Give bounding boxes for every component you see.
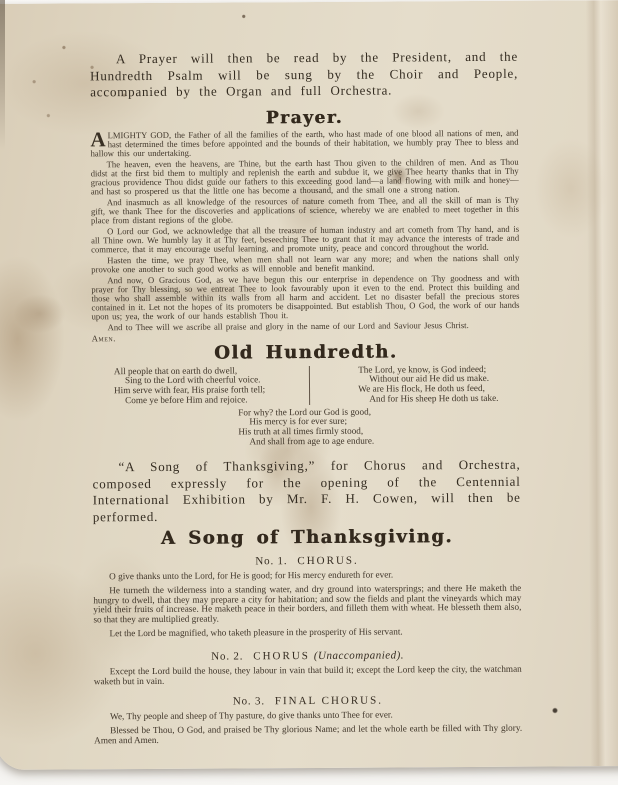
amen-line: Amen. <box>91 332 116 343</box>
hymn-verse-3 <box>238 407 374 447</box>
song-heading: A Song of Thanksgiving. <box>160 526 454 550</box>
chorus-paragraph: Except the Lord build the house, they labour in vain that build it; except the Lord keep the city, the watchman waketh but in vain. <box>93 663 522 686</box>
chorus-3-body <box>94 710 522 746</box>
chorus-paragraph: We, Thy people and sheep of Thy pasture, do give thanks unto Thee for ever. <box>109 709 393 722</box>
chorus-paragraph: Blessed be Thou, O God, and praised be Thy glorious Name; and let the whole earth be filled with Thy glory. Amen and Amen. <box>94 722 523 746</box>
hymn-verses <box>92 364 520 406</box>
chorus-2-name: CHORUS <box>253 649 310 663</box>
verse-line: For why? the Lord our God is good, <box>238 406 372 418</box>
verse-line: All people that on earth do dwell, <box>113 364 238 376</box>
chorus-paragraph: Let the Lord be magnified, who taketh pleasure in the prosperity of His servant. <box>109 626 403 639</box>
chorus-paragraph: He turneth the wilderness into a standing water, and dry ground into watersprings; and there He maketh the hungry to dwell, that they may prepare a city for habitation; and sow the fields and plant the vineyards which may yield their fruits of increase. He maketh peace in their borders, and filleth them with wheat. He blesseth them also, so that they are multiplied greatly. <box>93 582 522 625</box>
hymn-column-right <box>310 364 520 404</box>
chorus-3-title <box>94 694 522 709</box>
chorus-3-name: FINAL CHORUS. <box>274 695 384 708</box>
chorus-1-number: No. 1. <box>255 555 288 568</box>
chorus-2-body <box>94 665 522 687</box>
chorus-2-title <box>94 649 522 664</box>
verse-line: And for His sheep He doth us take. <box>369 392 499 404</box>
hymn-verse-1 <box>114 366 310 406</box>
chorus-2-number: No. 2. <box>211 650 244 663</box>
chorus-1-name: CHORUS. <box>297 554 359 568</box>
prayer-paragraph: And inasmuch as all knowledge of the resources of nature cometh from Thee, and all the skill of man is Thy gift, we thank Thee for the discoveries and applications of science, whereby we are enabled to meet together in this place from distant regions of the globe. <box>90 194 519 225</box>
prayer-paragraph: The heaven, even the heavens, are Thine, but the earth hast Thou given to the children of men. And as Thou didst at the first bid them to multiply and replenish the earth and subdue it, we give Thee hearty thanks that in Thy gracious providence Thou didst guide our fathers to this exceeding good land—a land flowing with milk and honey—and hast so prospered us that the little one has become a thousand, and the small one a strong nation. <box>90 156 519 196</box>
verse-line: The Lord, ye know, is God indeed; <box>358 363 487 375</box>
verse-line: Sing to the Lord with cheerful voice. <box>124 374 261 386</box>
chorus-2-note: (Unaccompanied). <box>313 649 405 662</box>
hymn-column-left <box>92 366 311 407</box>
prayer-opening-paragraph <box>90 128 518 158</box>
verse-line: Without our aid He did us make. <box>369 373 490 384</box>
prayer-text <box>90 128 519 343</box>
prayer-heading: Prayer. <box>265 107 344 128</box>
prayer-paragraph: And to Thee will we ascribe all praise and glory in the name of our Lord and Saviour Jesus Christ. <box>107 319 469 332</box>
chorus-paragraph: O give thanks unto the Lord, for He is good; for His mercy endureth for ever. <box>109 569 394 582</box>
prayer-paragraph: O Lord our God, we acknowledge that all the treasure of human industry and art cometh from Thy hand, and is all Thine own. We humbly lay it at Thy feet, beseeching Thee to grant that it may advance the interests of trade and commerce, that it may encourage useful learning, and promote unity, peace and concord throughout the world. <box>91 223 520 254</box>
chorus-1-body <box>93 570 521 639</box>
verse-line: His truth at all times firmly stood, <box>238 425 364 437</box>
prayer-opening-rest: LMIGHTY GOD, the Father of all the families of the earth, who hast made of one blood all nations of men, and hast determined the times before appointed and the bounds of their habitation, we humbly pray Thee to bless and hallow this our undertaking. <box>90 127 519 158</box>
verse-line: Come ye before Him and rejoice. <box>125 394 248 406</box>
drop-cap: A <box>90 126 106 151</box>
song-announcement: “A Song of Thanksgiving,” for Chorus and Orchestra, composed expressly for the opening of the Centennial International Exhibition by Mr. F. H. Cowen, will then be performed. <box>92 456 521 524</box>
old-hundredth-heading: Old Hundredth. <box>214 340 398 364</box>
verse-line: And shall from age to age endure. <box>249 435 375 447</box>
intro-paragraph: A Prayer will then be read by the President, and the Hundredth Psalm will be sung by the Choir and People, accompanied by the Organ and full Orchestra. <box>90 48 519 100</box>
verse-line: Him serve with fear, His praise forth tell; <box>113 384 266 396</box>
prayer-paragraph: Hasten the time, we pray Thee, when men shall not learn war any more; and when the nations shall only provoke one another to such good works as will ennoble and benefit mankind. <box>91 252 520 274</box>
prayer-paragraph: And now, O Gracious God, as we have begun this our enterprise in dependence on Thy goodness and with prayer for Thy blessing, so we entreat Thee to look favourably upon it even to the end. Protect this building and those who shall assemble within its walls from all harm and accident. Let no disaster befall the precious stores contained in it. Let not the hopes of its promoters be disappointed. But establish Thou, O God, the work of our hands upon us; yea, the work of our hands establish Thou it. <box>91 272 520 321</box>
hymn-verse-2 <box>358 364 520 404</box>
chorus-3-number: No. 3. <box>232 695 265 708</box>
verse-line: We are His flock, He doth us feed, <box>358 383 485 394</box>
page-content <box>0 48 618 747</box>
chorus-1-title <box>93 554 521 569</box>
verse-line: His mercy is for ever sure; <box>249 416 348 427</box>
hymn-verse-3-wrap <box>92 406 520 450</box>
